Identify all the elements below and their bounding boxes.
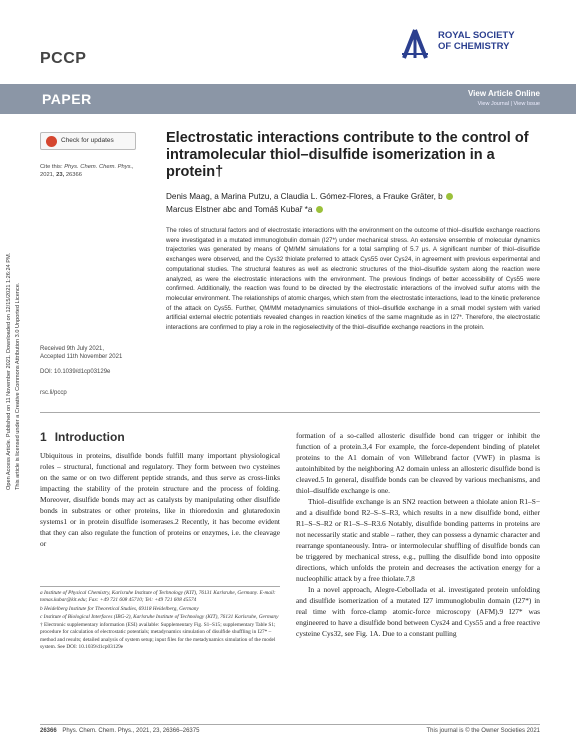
authors-line1: Denis Maag, a Marina Putzu, a Claudia L. Gómez-Flores, a Frauke Gräter, b xyxy=(166,192,443,201)
authors-line2: Marcus Elstner abc and Tomáš Kubař *a xyxy=(166,205,313,214)
check-for-updates-label: Check for updates xyxy=(61,137,114,144)
intro-paragraph: In a novel approach, Alegre-Cebollada et al. investigated protein unfolding and disulfide isomerization of a mutated I27 immunoglobulin domain (I27*) in real time with force-clamp atomic-force microscopy (AFM).9 I27* was engineered to have a disulfide bond between Cys24 and Cys55 and a free reactive cysteine Cys32, see Fig. 1A. Due to a constant pulling xyxy=(296,585,540,638)
rsc-emblem-icon xyxy=(398,28,432,60)
intro-paragraph: Thiol–disulfide exchange is an SN2 reaction between a thiolate anion R1–S− and a disulfide bond R2–S–S–R3, which results in a new disulfide bond, either R1–S–S–R2 or R1–S–S–R3.6 Notably, disulfide bonding patterns in proteins are not necessarily static and stable – rather, they can possess a dynamic character and rearrange spontaneously. Intra- or intermolecular shuffling of disulfide bonds can be triggered by mechanical stress, e.g., pulling the disulfide bond into opposite directions, which unfolds the protein and decreases the activation energy for a nucleophilic attack by a free thiolate.7,8 xyxy=(296,497,540,583)
orcid-icon[interactable] xyxy=(316,206,323,213)
author-list xyxy=(166,190,536,216)
journal-short-link[interactable]: rsc.li/pccp xyxy=(40,390,67,396)
footer-divider xyxy=(40,724,540,725)
accepted-date: Accepted 11th November 2021 xyxy=(40,354,123,360)
footer-copyright: This journal is © the Owner Societies 2021 xyxy=(426,728,540,734)
rsc-logo[interactable] xyxy=(398,28,548,62)
citation-block xyxy=(40,163,140,179)
cite-volume: 23, xyxy=(56,172,65,178)
open-access-line[interactable]: Open Access Article. Published on 11 November 2021. Downloaded on 12/15/2021 1:26:24 PM. xyxy=(6,252,12,490)
licence-line[interactable]: This article is licensed under a Creative Commons Attribution 3.0 Unported Licence. xyxy=(15,282,21,490)
intro-paragraph: formation of a so-called allosteric disulfide bond can trigger or inhibit the function of a protein.3,4 For example, the force-dependent binding of platelet proteins to the A1 domain of von Willebrand factor (VWF) in plasma is autoinhibited by the neighboring A2 domain unless an allosteric disulfide bond is cleaved.5 In general, disulfide bonds can be cleaved by various mechanisms, and thiol–disulfide exchange is one. xyxy=(296,431,540,495)
intro-right-column xyxy=(296,430,540,639)
cite-journal: Phys. Chem. Chem. Phys., xyxy=(64,164,134,170)
section-title: Introduction xyxy=(54,430,125,444)
intro-left-column xyxy=(40,450,280,549)
cite-page: 26366 xyxy=(65,172,82,178)
check-for-updates-button[interactable] xyxy=(40,132,136,150)
intro-paragraph: Ubiquitous in proteins, disulfide bonds fulfill many important physiological roles – structural, functional and regulatory. They form between two cysteines on the same or on two different peptide strands, and thus serve as cross-links impacting the stability of the protein structure and the process of folding. Moreover, disulfide bonds may act as catalysts by manipulating other disulfide bonds in substrates or other proteins, like in thioredoxin and glutaredoxin systems1 or in protein disulfide isomerases.2 Recently, it has become evident that they can also regulate the function of proteins or enzymes, i.e. the cleavage or xyxy=(40,451,280,548)
footer-journal-citation: Phys. Chem. Chem. Phys., 2021, 23, 26366–26375 xyxy=(62,728,200,734)
header-divider xyxy=(40,412,540,413)
received-date: Received 9th July 2021, xyxy=(40,346,105,352)
footnote-affiliation-c: c Institute of Biological Interfaces (IBG-2), Karlsruhe Institute of Technology (KIT), 76131 Karlsruhe, Germany xyxy=(40,613,279,620)
crossmark-icon xyxy=(46,136,57,147)
cite-year: 2021, xyxy=(40,172,55,178)
cite-prefix: Cite this: xyxy=(40,164,63,170)
page-number: 26366 xyxy=(40,728,57,734)
open-access-notice xyxy=(4,140,30,490)
footnote-divider xyxy=(40,586,280,587)
footnotes xyxy=(40,590,280,652)
publisher-line1: ROYAL SOCIETY xyxy=(438,30,515,41)
footnote-affiliation-b: b Heidelberg Institute for Theoretical Studies, 69118 Heidelberg, Germany xyxy=(40,605,199,612)
article-type-label: PAPER xyxy=(42,91,92,107)
article-title: Electrostatic interactions contribute to the control of intramolecular thiol–disulfide isomerization in a protein† xyxy=(166,130,529,180)
footnote-affiliation-a: a Institute of Physical Chemistry, Karlsruhe Institute of Technology (KIT), 76131 Karlsruhe, Germany. E-mail: tomas.kubar@kit.edu; Fax: +49 721 608 45710; Tel: +49 721 608 45574 xyxy=(40,590,276,604)
section-heading xyxy=(40,430,125,444)
received-dates xyxy=(40,345,122,361)
article-type-banner xyxy=(0,84,576,114)
footer-citation xyxy=(40,728,199,734)
view-journal-issue-links[interactable]: View Journal | View Issue xyxy=(477,101,540,107)
doi[interactable]: DOI: 10.1039/d1cp03129e xyxy=(40,369,111,375)
publisher-line2: OF CHEMISTRY xyxy=(438,41,510,52)
orcid-icon[interactable] xyxy=(446,193,453,200)
view-article-online-link[interactable]: View Article Online xyxy=(467,89,540,98)
footnote-esi: † Electronic supplementary information (ESI) available: Supplementary Fig. S1–S15; supplementary Table S1; procedure for calculation of electrostatic potentials; metadynamics simulation of disulfide shuffling in I27* – method and results; detailed analysis of system setup; input files for the metadynamics simulation of the model system. See DOI: 10.1039/d1cp03129e xyxy=(40,622,276,651)
journal-name: PCCP xyxy=(40,50,87,67)
abstract: The roles of structural factors and of electrostatic interactions with the environment on the outcome of thiol–disulfide exchange reactions were investigated in a mutated immunoglobulin domain (I27*) under mechanical stress. An extensive ensemble of molecular dynamics trajectories was generated by means of QM/MM simulations for a total sampling of 5.7 μs. A significant number of thiol–disulfide exchanges were observed, and the Cys32 thiolate preferred to attack Cys55 over Cys24, in agreement with previous experimental and computational studies. The structural features as well as electronic structures of the thiol–disulfide system along the reaction were analyzed, as were the electrostatic interactions with the environment. The previous findings of better accessibility of Cys55 were confirmed. Additionally, the reaction was found to be directed by the electrostatic interactions of the involved sulfur atoms with the molecular environment. The relationships of atomic charges, which stem from the electrostatic interactions, lead to the kinetic preference of the attack on Cys55. Further, QM/MM metadynamics simulations of thiol–disulfide exchange in a small model system with varied artificial external electric potentials revealed changes in reaction kinetics of the same magnitude as in I27*. Therefore, the electrostatic interactions are confirmed to play a role in the regioselectivity of the thiol–disulfide exchange reactions in the protein. xyxy=(166,227,540,332)
section-number: 1 xyxy=(40,430,47,444)
